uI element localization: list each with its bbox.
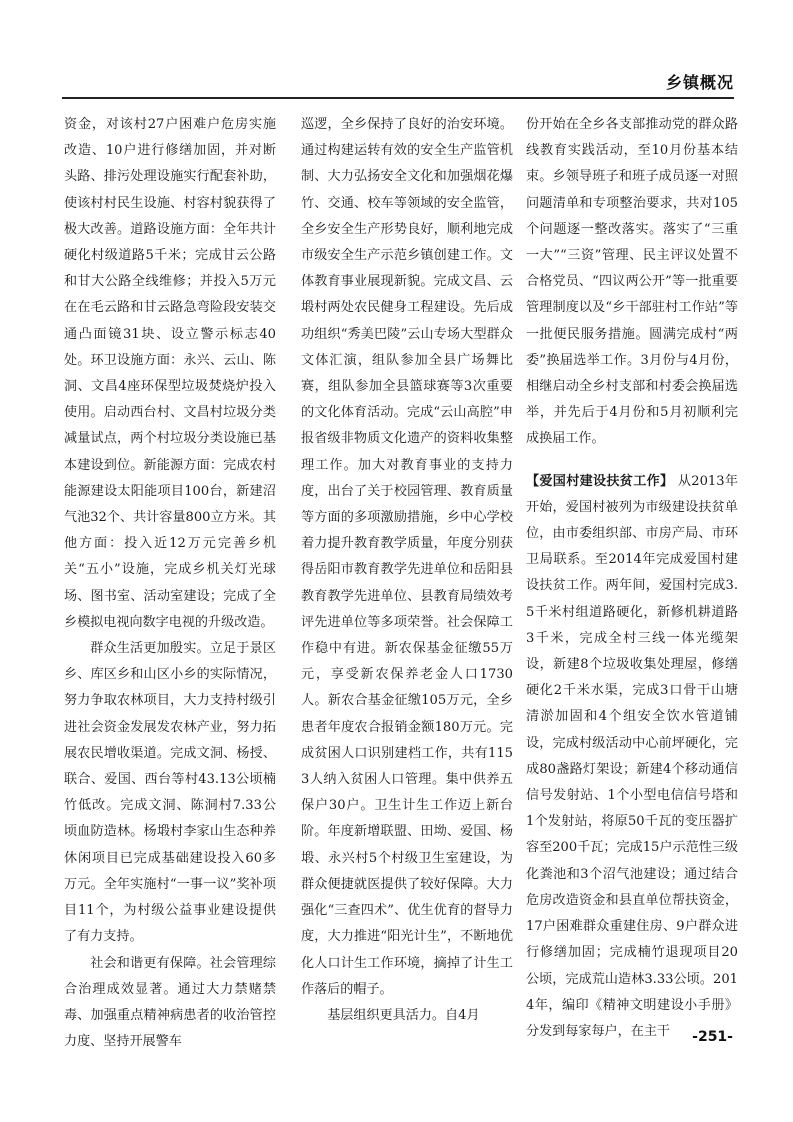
header-title: 乡镇概况 [665, 73, 734, 92]
paragraph-social-harmony: 社会和谐更有保障。社会管理综合治理成效显著。通过大力禁赌禁毒、加强重点精神病患者的收治管控力度、坚持开展警车 [64, 955, 276, 1050]
paragraph-infrastructure: 资金，对该村27户困难户危房实施改造、10户进行修缮加固，并对断头路、排污处理设施实行配套补助，使该村村民生设施、村容村貌获得了极大改善。道路设施方面：全年共计硬化村级道路5千米；完成甘云公路和甘大公路全线维修；并投入5万元在在毛云路和甘云路急弯险段安装交通凸面镜31块、设立警示标志40处。环卫设施方面：永兴、云山、陈洞、文昌4座环保型垃圾焚烧炉投入使用。启动西台村、文昌村垃圾分类减量试点，两个村垃圾分类设施已基本建设到位。新能源方面：完成农村能源建设太阳能项目100台，新建沼气池32个、共计容量800立方米。其他方面：投入近12万元完善乡机关“五小”设施，完成乡机关灯光球场、图书室、活动室建设；完成了全乡模拟电视向数字电视的升级改造。 [64, 117, 276, 630]
text-column-2 [301, 112, 513, 1029]
page-number: -251- [692, 1029, 733, 1045]
paragraph-security-culture: 巡逻，全乡保持了良好的治安环境。通过构建运转有效的安全生产监管机制、大力弘扬安全文化和加强烟花爆竹、交通、校车等领域的安全监管，全乡安全生产形势良好，顺利地完成市级安全生产示范乡镇创建工作。文体教育事业展现新貌。完成文昌、云塅村两处农民健身工程建设。先后成功组织“秀美巴陵”云山专场大型群众文体汇演，组队参加全县广场舞比赛，组队参加全县篮球赛等3次重要的文化体育活动。完成“云山高腔”申报省级非物质文化遗产的资料收集整理工作。加大对教育事业的支持力度，出台了关于校园管理、教育质量等方面的多项激励措施，乡中心学校着力提升教育教学质量，年度分别获得岳阳市教育教学先进单位和岳阳县教育教学先进单位、县教育局绩效考评先进单位等多项荣誉。社会保障工作稳中有进。新农保基金征缴55万元，享受新农保养老金人口1730人。新农合基金征缴105万元，全乡患者年度农合报销金额180万元。完成贫困人口识别建档工作，共有1153人纳入贫困人口管理。集中供养五保户30户。卫生计生工作迈上新台阶。年度新增联盟、田坳、爱国、杨塅、永兴村5个村级卫生室建设，为群众便捷就医提供了较好保障。大力强化“三查四术”、优生优育的督导力度，大力推进“阳光计生”，不断地优化人口计生工作环境，摘掉了计生工作落后的帽子。 [301, 117, 513, 997]
section-body: 从2013年开始，爱国村被列为市级建设扶贫单位，由市委组织部、市房产局、市环卫局联系。至2014年完成爱国村建设扶贫工作。两年间，爱国村完成3.5千米村组道路硬化，新修机耕道路3千米，完成全村三线一体光缆架设，新建8个垃圾收集处理屋，修缮硬化2千米水渠，完成3口骨干山塘清淤加固和4个组安全饮水管道铺设，完成村级活动中心前坪硬化，完成80盏路灯架设；新建4个移动通信信号发射站、1个小型电信信号塔和1个发射站，将原50千瓦的变压器扩容至200千瓦；完成15户示范性三级化粪池和3个沼气池建设；通过结合危房改造资金和县直单位帮扶资金，17户困难群众重建住房、9户群众进行修缮加固；完成楠竹退现项目20公顷，完成荒山造林3.33公顷。2014年，编印《精神文明建设小手册》分发到每家每户，在主干 [526, 473, 738, 1039]
running-header [62, 64, 734, 98]
text-column-3 [526, 112, 738, 1045]
section-title: 【爱国村建设扶贫工作】 [526, 473, 674, 489]
paragraph-livelihood: 群众生活更加殷实。立足于景区乡、库区乡和山区小乡的实际情况，努力争取农林项目，大力支持村级引进社会资金发展发农林产业，努力拓展农民增收渠道。完成文洞、杨授、联合、爱国、西台等村43.13公顷楠竹低改。完成文洞、陈洞村7.33公顷血防造林。杨塅村李家山生态种养休闲项目已完成基础建设投入60多万元。全年实施村“一事一议”奖补项目11个，为村级公益事业建设提供了有力支持。 [64, 641, 276, 945]
text-column-1 [64, 112, 276, 1055]
header-rule [62, 97, 734, 99]
section-aiguo-village [526, 469, 738, 1045]
paragraph-grassroots: 基层组织更具活力。自4月 [327, 1007, 480, 1023]
paragraph-party-education: 份开始在全乡各支部推动党的群众路线教育实践活动，至10月份基本结束。乡领导班子和班子成员逐一对照问题清单和专项整治要求，共对105个问题逐一整改落实。落实了“三重一大”“三资”管理、民主评议处置不合格党员、“四议两公开”等一批重要管理制度以及“乡干部驻村工作站”等一批便民服务措施。圆满完成村“两委”换届选举工作。3月份与4月份，相继启动全乡村支部和村委会换届选举，并先后于4月份和5月初顺利完成换届工作。 [526, 117, 738, 447]
